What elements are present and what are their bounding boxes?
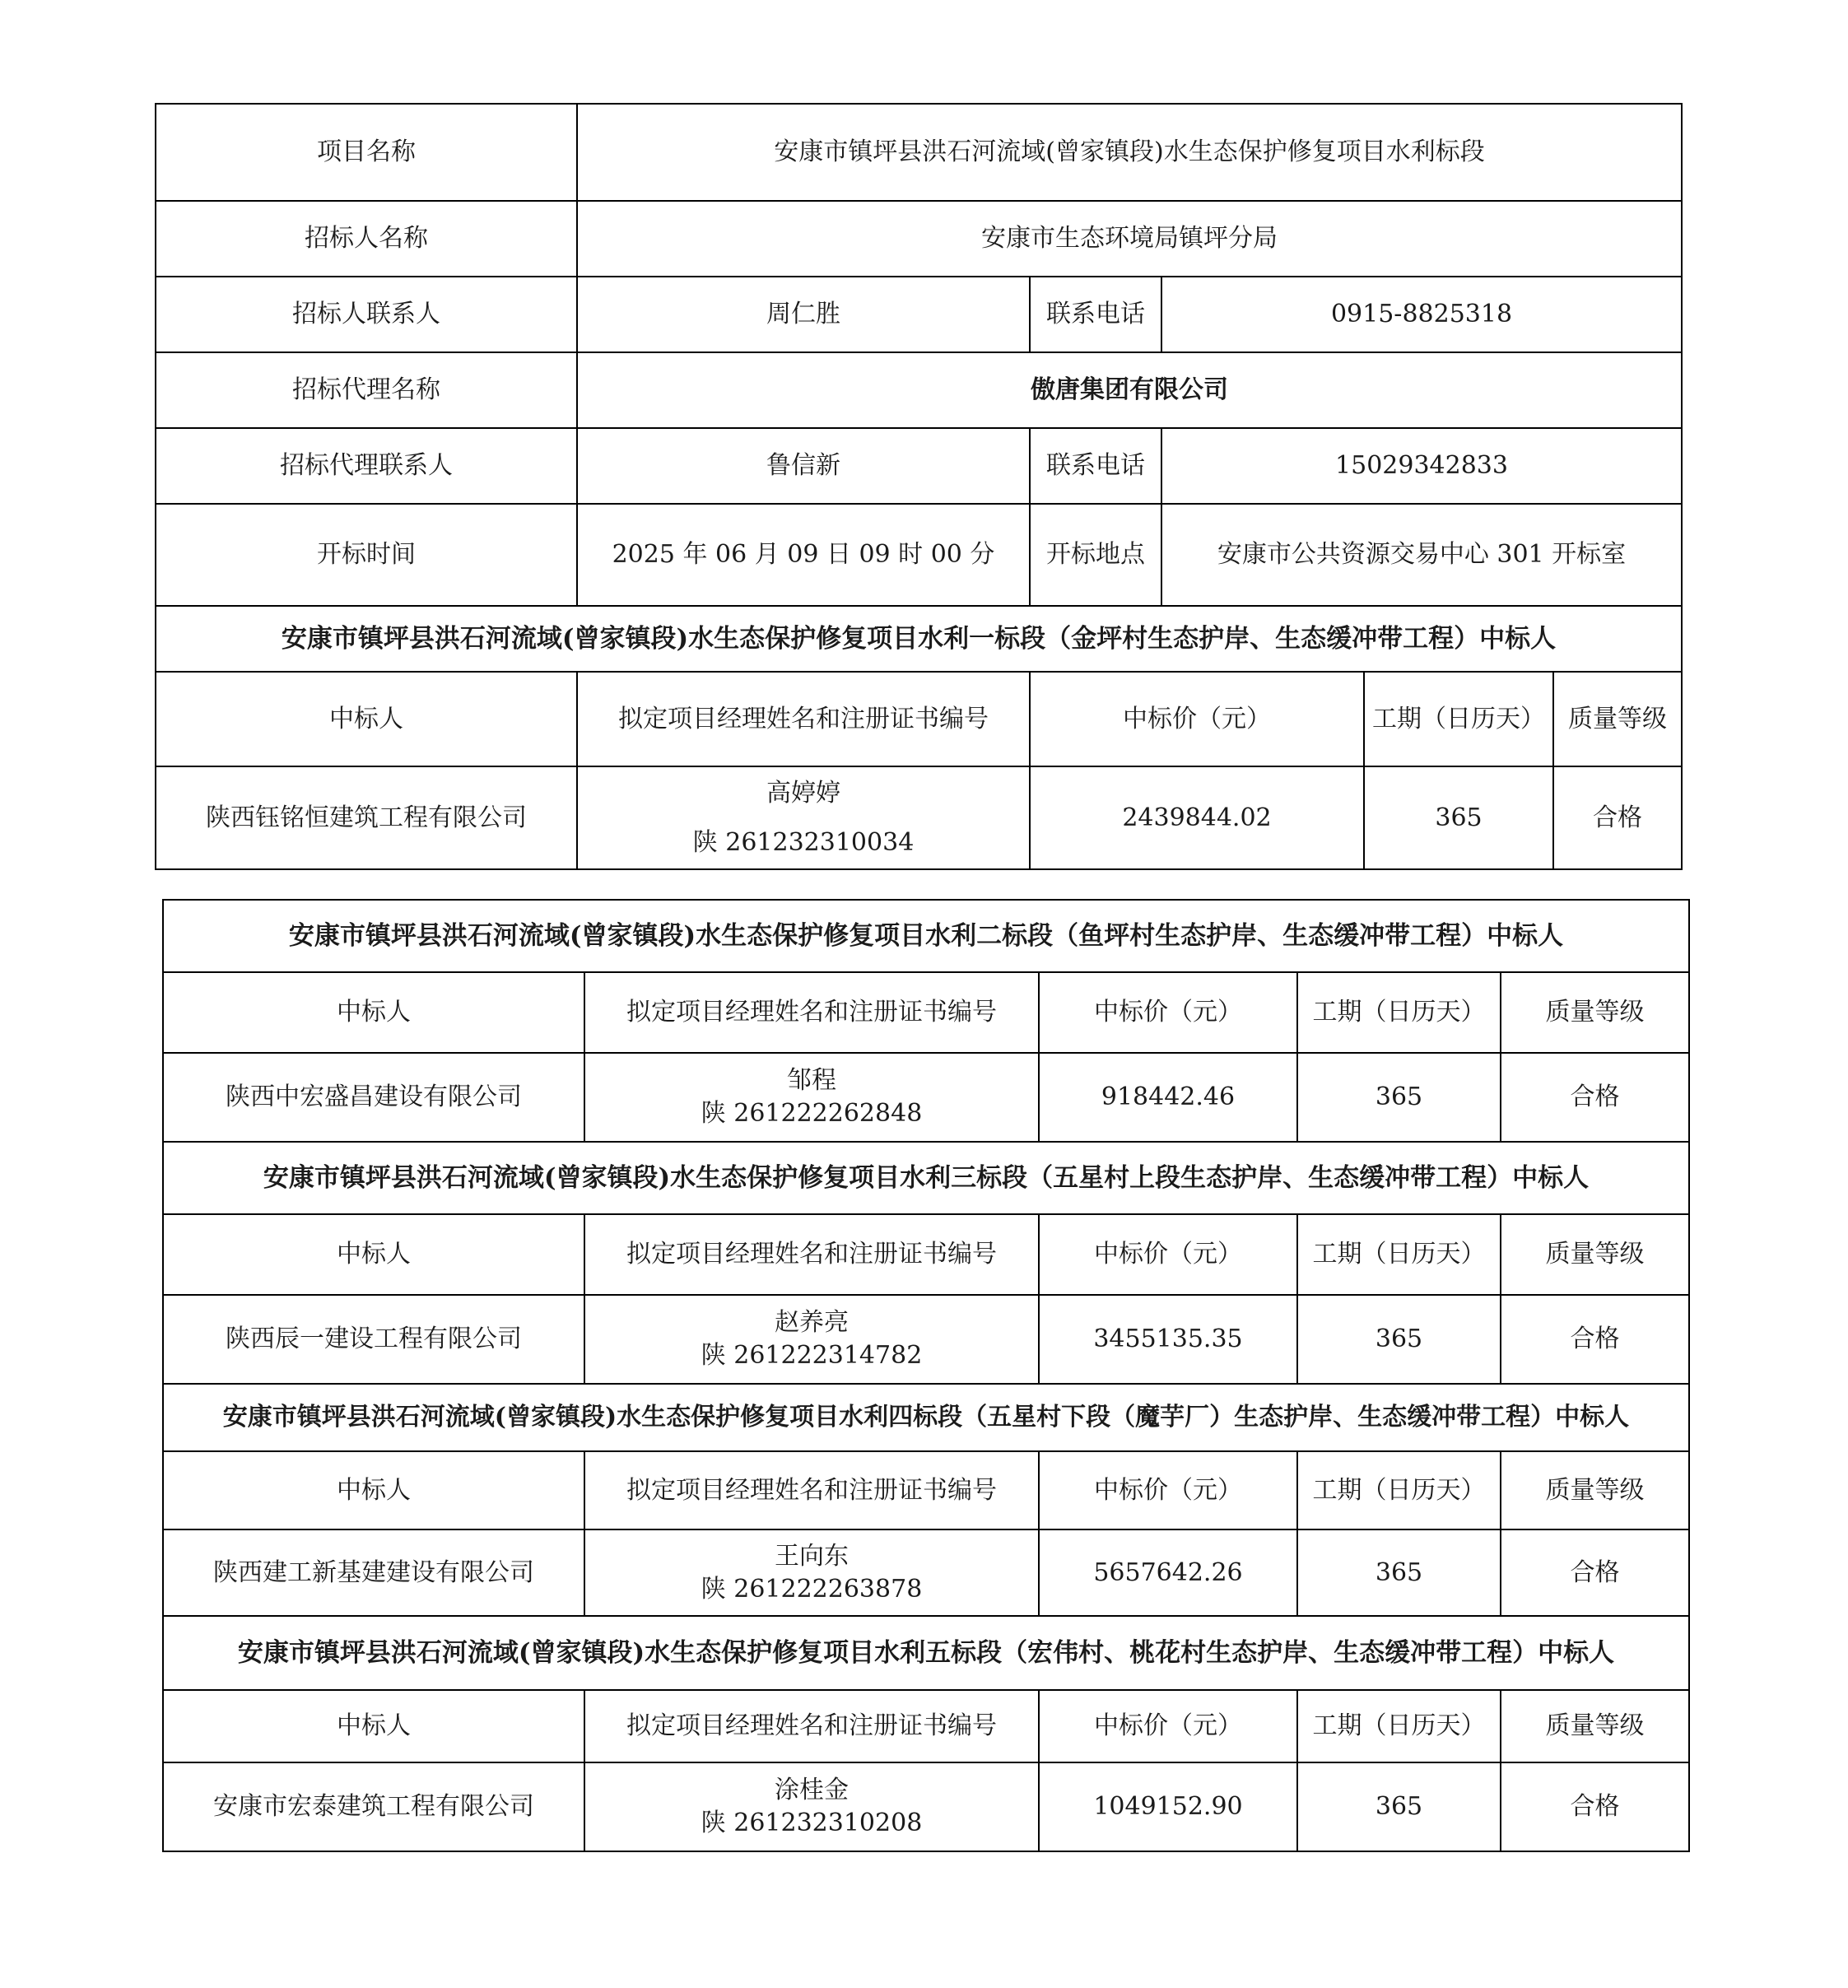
project-name-row (156, 104, 1682, 201)
manager-cert: 陕 261222263878 (701, 1574, 923, 1604)
col-price-header: 中标价（元） (1039, 1451, 1297, 1529)
col-quality-header: 质量等级 (1501, 1451, 1689, 1529)
winner-name: 陕西辰一建设工程有限公司 (163, 1295, 584, 1384)
period-value: 365 (1297, 1053, 1501, 1142)
col-winner-header: 中标人 (163, 1214, 584, 1295)
column-header-row (163, 1451, 1689, 1529)
manager-cert: 陕 261222262848 (701, 1099, 923, 1128)
section-title-row (163, 1616, 1689, 1690)
section-1-title: 安康市镇坪县洪石河流域(曾家镇段)水生态保护修复项目水利一标段（金坪村生态护岸、生态缓冲带工程）中标人 (156, 606, 1682, 672)
open-time-row (156, 504, 1682, 606)
manager-name: 涂桂金 (775, 1776, 849, 1804)
winner-row (163, 1762, 1689, 1851)
tenderer-contact-row (156, 277, 1682, 352)
project-name-label: 项目名称 (156, 104, 577, 201)
manager-name: 赵养亮 (775, 1308, 849, 1337)
period-value: 365 (1297, 1529, 1501, 1616)
column-header-row (156, 672, 1682, 766)
agency-contact-label: 招标代理联系人 (156, 428, 577, 504)
col-price-header: 中标价（元） (1039, 972, 1297, 1053)
column-header-row (163, 972, 1689, 1053)
col-period-header: 工期（日历天） (1364, 672, 1553, 766)
col-quality-header: 质量等级 (1501, 972, 1689, 1053)
col-winner-header: 中标人 (163, 972, 584, 1053)
col-price-header: 中标价（元） (1039, 1690, 1297, 1762)
col-quality-header: 质量等级 (1501, 1214, 1689, 1295)
bid-info-table (155, 103, 1683, 870)
winner-row (163, 1529, 1689, 1616)
manager-cell (584, 1295, 1039, 1384)
agency-contact-value: 鲁信新 (577, 428, 1030, 504)
col-period-header: 工期（日历天） (1297, 1690, 1501, 1762)
col-period-header: 工期（日历天） (1297, 972, 1501, 1053)
tenderer-phone-value: 0915-8825318 (1161, 277, 1682, 352)
open-time-label: 开标时间 (156, 504, 577, 606)
manager-name: 高婷婷 (766, 778, 840, 808)
column-header-row (163, 1690, 1689, 1762)
winner-row (163, 1295, 1689, 1384)
section-title-row (163, 1384, 1689, 1451)
open-place-value: 安康市公共资源交易中心 301 开标室 (1161, 504, 1682, 606)
col-quality-header: 质量等级 (1553, 672, 1682, 766)
col-quality-header: 质量等级 (1501, 1690, 1689, 1762)
agency-value: 傲唐集团有限公司 (577, 352, 1682, 428)
tenderer-row (156, 201, 1682, 277)
col-price-header: 中标价（元） (1030, 672, 1364, 766)
winner-name: 陕西钰铭恒建筑工程有限公司 (156, 766, 577, 869)
col-winner-header: 中标人 (156, 672, 577, 766)
period-value: 365 (1297, 1762, 1501, 1851)
manager-cert: 陕 261232310034 (692, 827, 915, 857)
agency-contact-row (156, 428, 1682, 504)
quality-value: 合格 (1501, 1295, 1689, 1384)
winner-name: 陕西建工新基建建设有限公司 (163, 1529, 584, 1616)
section-2-title: 安康市镇坪县洪石河流域(曾家镇段)水生态保护修复项目水利二标段（鱼坪村生态护岸、生态缓冲带工程）中标人 (163, 900, 1689, 972)
period-value: 365 (1297, 1295, 1501, 1384)
period-value: 365 (1364, 766, 1553, 869)
quality-value: 合格 (1501, 1762, 1689, 1851)
tenderer-label: 招标人名称 (156, 201, 577, 277)
agency-label: 招标代理名称 (156, 352, 577, 428)
winning-price: 1049152.90 (1039, 1762, 1297, 1851)
manager-name: 邹程 (787, 1066, 836, 1095)
col-manager-header: 拟定项目经理姓名和注册证书编号 (584, 1214, 1039, 1295)
manager-cell (577, 766, 1030, 869)
project-name-value: 安康市镇坪县洪石河流域(曾家镇段)水生态保护修复项目水利标段 (577, 104, 1682, 201)
winner-name: 陕西中宏盛昌建设有限公司 (163, 1053, 584, 1142)
section-title-row (156, 606, 1682, 672)
winning-price: 5657642.26 (1039, 1529, 1297, 1616)
winners-table (162, 899, 1690, 1852)
tenderer-phone-label: 联系电话 (1030, 277, 1161, 352)
col-period-header: 工期（日历天） (1297, 1214, 1501, 1295)
manager-cell (584, 1053, 1039, 1142)
section-title-row (163, 900, 1689, 972)
open-time-value: 2025 年 06 月 09 日 09 时 00 分 (577, 504, 1030, 606)
tenderer-value: 安康市生态环境局镇坪分局 (577, 201, 1682, 277)
col-manager-header: 拟定项目经理姓名和注册证书编号 (577, 672, 1030, 766)
winning-price: 918442.46 (1039, 1053, 1297, 1142)
quality-value: 合格 (1553, 766, 1682, 869)
column-header-row (163, 1214, 1689, 1295)
winner-row (156, 766, 1682, 869)
manager-cell (584, 1762, 1039, 1851)
manager-cell (584, 1529, 1039, 1616)
tenderer-contact-value: 周仁胜 (577, 277, 1030, 352)
manager-name: 王向东 (775, 1541, 849, 1571)
winner-row (163, 1053, 1689, 1142)
agency-phone-value: 15029342833 (1161, 428, 1682, 504)
col-manager-header: 拟定项目经理姓名和注册证书编号 (584, 1451, 1039, 1529)
col-manager-header: 拟定项目经理姓名和注册证书编号 (584, 1690, 1039, 1762)
section-title-row (163, 1142, 1689, 1214)
col-period-header: 工期（日历天） (1297, 1451, 1501, 1529)
winning-price: 2439844.02 (1030, 766, 1364, 869)
col-manager-header: 拟定项目经理姓名和注册证书编号 (584, 972, 1039, 1053)
open-place-label: 开标地点 (1030, 504, 1161, 606)
col-price-header: 中标价（元） (1039, 1214, 1297, 1295)
quality-value: 合格 (1501, 1529, 1689, 1616)
section-5-title: 安康市镇坪县洪石河流域(曾家镇段)水生态保护修复项目水利五标段（宏伟村、桃花村生态护岸、生态缓冲带工程）中标人 (163, 1616, 1689, 1690)
section-4-title: 安康市镇坪县洪石河流域(曾家镇段)水生态保护修复项目水利四标段（五星村下段（魔芋厂）生态护岸、生态缓冲带工程）中标人 (163, 1384, 1689, 1451)
col-winner-header: 中标人 (163, 1690, 584, 1762)
winner-name: 安康市宏泰建筑工程有限公司 (163, 1762, 584, 1851)
quality-value: 合格 (1501, 1053, 1689, 1142)
agency-phone-label: 联系电话 (1030, 428, 1161, 504)
col-winner-header: 中标人 (163, 1451, 584, 1529)
manager-cert: 陕 261222314782 (701, 1341, 923, 1370)
manager-cert: 陕 261232310208 (701, 1809, 923, 1837)
section-3-title: 安康市镇坪县洪石河流域(曾家镇段)水生态保护修复项目水利三标段（五星村上段生态护岸、生态缓冲带工程）中标人 (163, 1142, 1689, 1214)
agency-row (156, 352, 1682, 428)
tenderer-contact-label: 招标人联系人 (156, 277, 577, 352)
winning-price: 3455135.35 (1039, 1295, 1297, 1384)
